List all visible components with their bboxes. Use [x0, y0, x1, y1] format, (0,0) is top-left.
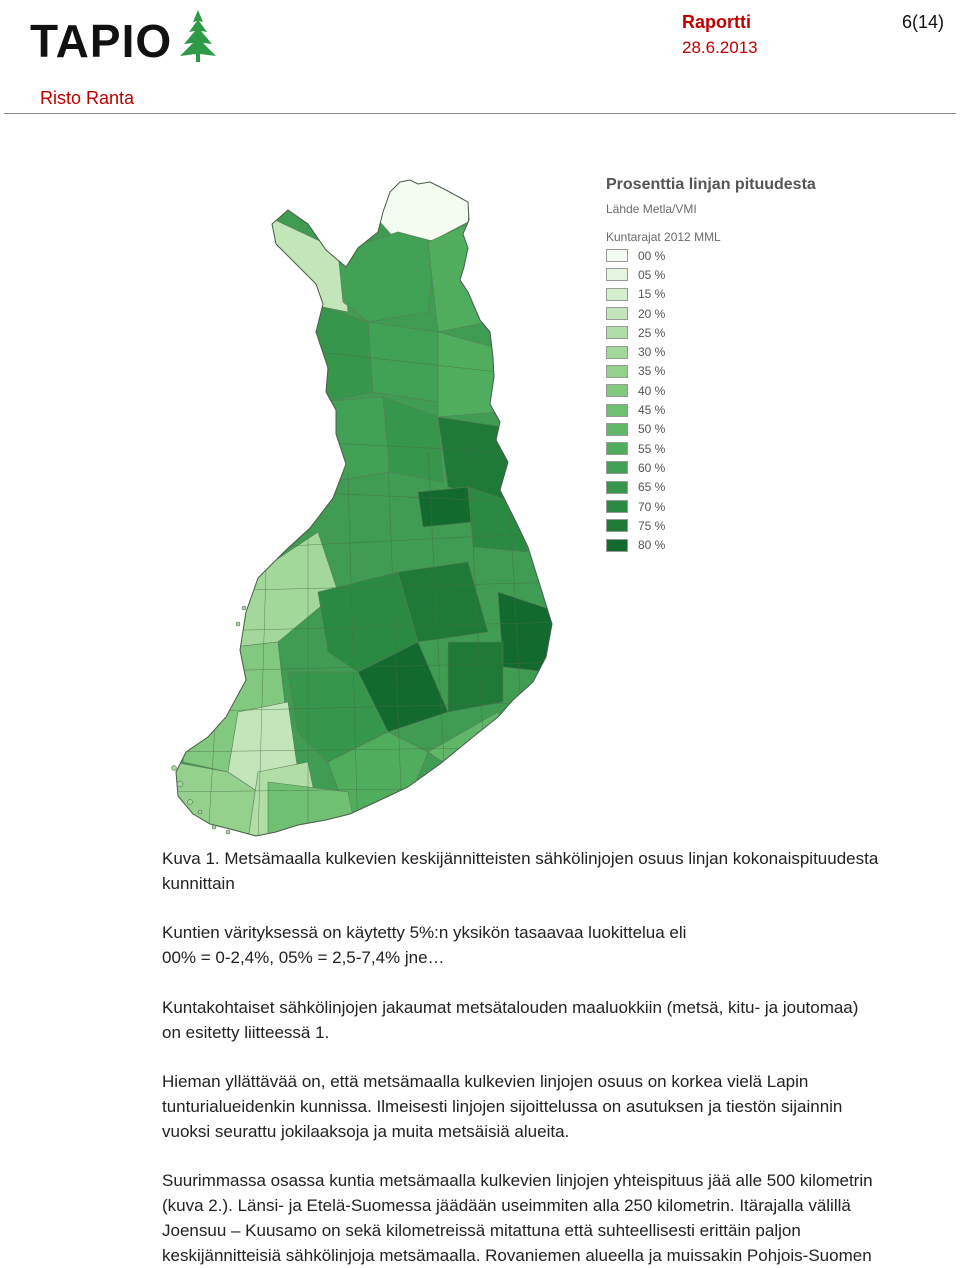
- legend-label: 70 %: [638, 499, 666, 514]
- legend-item: [606, 381, 846, 400]
- legend-items: [606, 246, 846, 555]
- header-divider: [4, 113, 956, 114]
- legend-item: [606, 516, 846, 535]
- legend-label: 35 %: [638, 364, 666, 379]
- report-label: Raportti: [682, 12, 751, 32]
- paragraph-line: Suurimmassa osassa kuntia metsämaalla kulkevien linjojen yhteispituus jää alle 500 kilometrin: [162, 1171, 873, 1190]
- paragraph-line: vuoksi seurattu jokilaaksoja ja muita metsäisiä alueita.: [162, 1122, 570, 1141]
- legend-label: 20 %: [638, 306, 666, 321]
- legend-swatch: [606, 365, 628, 378]
- legend-swatch: [606, 423, 628, 436]
- legend-swatch: [606, 500, 628, 513]
- legend-item: [606, 458, 846, 477]
- paragraph: [162, 1069, 952, 1144]
- legend-label: 30 %: [638, 345, 666, 360]
- legend-source: Lähde Metla/VMI: [606, 202, 697, 216]
- paragraph-line: Hieman yllättävää on, että metsämaalla kulkevien linjojen osuus on korkea vielä Lapin: [162, 1072, 809, 1091]
- legend-item: [606, 439, 846, 458]
- logo-text: TAPIO: [30, 15, 173, 67]
- legend-item: [606, 265, 846, 284]
- legend-swatch: [606, 307, 628, 320]
- legend-item: [606, 304, 846, 323]
- legend-swatch: [606, 346, 628, 359]
- legend-label: 55 %: [638, 441, 666, 456]
- legend-label: 50 %: [638, 422, 666, 437]
- legend-label: 25 %: [638, 325, 666, 340]
- legend-swatch: [606, 481, 628, 494]
- paragraph-line: 00% = 0-2,4%, 05% = 2,5-7,4% jne…: [162, 948, 445, 967]
- paragraph-line: keskijännitteisiä sähkölinjoja metsämaalla. Rovaniemen alueella ja muissakin Pohjois-Suomen: [162, 1246, 872, 1265]
- paragraph-line: Kuntien värityksessä on käytetty 5%:n yksikön tasaavaa luokittelua eli: [162, 923, 687, 942]
- legend-item: [606, 362, 846, 381]
- paragraph: [162, 920, 952, 970]
- legend-item: [606, 246, 846, 265]
- paragraph-line: on esitetty liitteessä 1.: [162, 1023, 330, 1042]
- tree-icon: [176, 8, 220, 64]
- legend-item: [606, 478, 846, 497]
- legend-swatch: [606, 326, 628, 339]
- legend-label: 45 %: [638, 403, 666, 418]
- paragraph: [162, 1168, 952, 1268]
- legend-swatch: [606, 249, 628, 262]
- legend-label: 40 %: [638, 383, 666, 398]
- legend-item: [606, 420, 846, 439]
- legend-label: 60 %: [638, 460, 666, 475]
- caption-line: Kuva 1. Metsämaalla kulkevien keskijännitteisten sähkölinjojen osuus linjan kokonaispituudesta: [162, 849, 879, 868]
- report-date: 28.6.2013: [682, 38, 758, 57]
- paragraph-line: Kuntakohtaiset sähkölinjojen jakaumat metsätalouden maaluokkiin (metsä, kitu- ja joutomaa): [162, 998, 859, 1017]
- legend-item: [606, 342, 846, 361]
- legend-label: 00 %: [638, 248, 666, 263]
- legend-swatch: [606, 404, 628, 417]
- tapio-logo: [30, 8, 220, 67]
- caption-line: kunnittain: [162, 874, 235, 893]
- legend-label: 80 %: [638, 538, 666, 553]
- legend-item: [606, 285, 846, 304]
- legend-title: Prosenttia linjan pituudesta: [606, 176, 816, 193]
- paragraph-line: Joensuu – Kuusamo on sekä kilometreissä mitattuna että suhteellisesti erittäin paljon: [162, 1221, 801, 1240]
- legend-boundaries: Kuntarajat 2012 MML: [606, 230, 721, 244]
- legend-item: [606, 497, 846, 516]
- finland-municipality-map: [168, 172, 568, 840]
- figure-caption: [162, 846, 952, 896]
- legend-swatch: [606, 461, 628, 474]
- legend-label: 65 %: [638, 480, 666, 495]
- legend-swatch: [606, 442, 628, 455]
- legend-swatch: [606, 519, 628, 532]
- legend-swatch: [606, 384, 628, 397]
- author-name: Risto Ranta: [40, 88, 135, 108]
- legend-label: 15 %: [638, 287, 666, 302]
- legend-swatch: [606, 288, 628, 301]
- legend-label: 75 %: [638, 518, 666, 533]
- legend-item: [606, 535, 846, 554]
- legend-swatch: [606, 539, 628, 552]
- paragraph: [162, 995, 952, 1045]
- page-number: 6(14): [902, 12, 945, 32]
- paragraph-line: (kuva 2.). Länsi- ja Etelä-Suomessa jäädään useimmiten alla 250 kilometrin. Itärajalla välillä: [162, 1196, 851, 1215]
- paragraph-line: tunturialueidenkin kunnissa. Ilmeisesti linjojen sijoittelussa on asutuksen ja tiestön sijainnin: [162, 1097, 843, 1116]
- map-legend: [606, 176, 846, 555]
- legend-item: [606, 323, 846, 342]
- legend-label: 05 %: [638, 267, 666, 282]
- legend-item: [606, 400, 846, 419]
- legend-swatch: [606, 268, 628, 281]
